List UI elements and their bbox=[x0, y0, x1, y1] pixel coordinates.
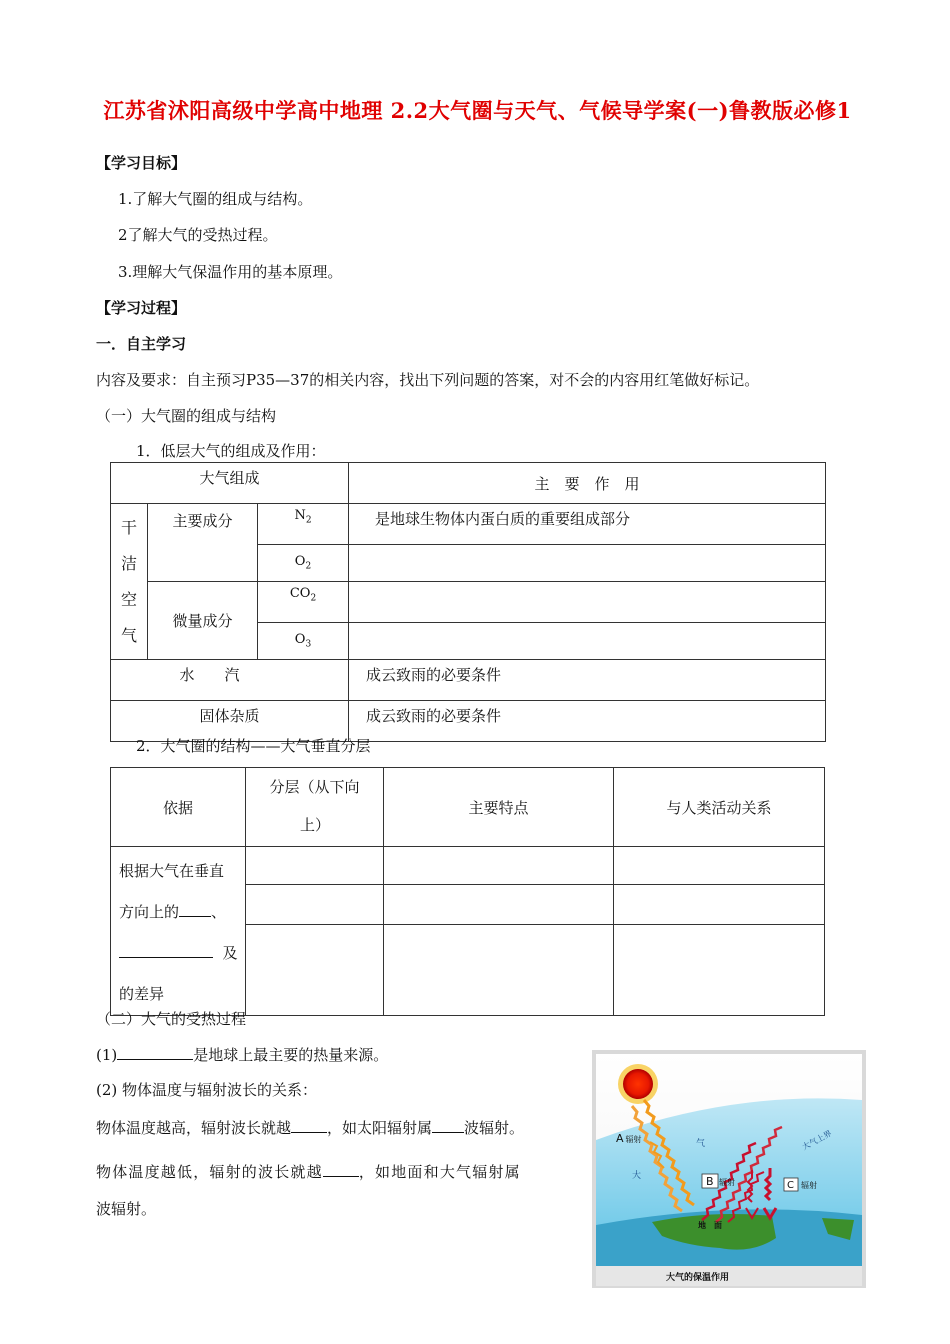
dry-air-cell bbox=[111, 504, 148, 660]
section-1-heading: （一）大气圈的组成与结构 bbox=[96, 407, 277, 425]
ground-label: 地 面 bbox=[698, 1221, 722, 1230]
layer-cell[interactable] bbox=[246, 925, 384, 1016]
label-b: B bbox=[706, 1175, 714, 1188]
objective-item-3: 3.理解大气保温作用的基本原理。 bbox=[118, 263, 343, 281]
figure-caption: 大气的保温作用 bbox=[666, 1273, 730, 1283]
label-c-text: 辐射 bbox=[801, 1181, 817, 1190]
main-components-label: 主要成分 bbox=[148, 504, 258, 582]
requirement-text: 内容及要求：自主预习P35—37的相关内容，找出下列问题的答案，对不会的内容用红笔做好标记。 bbox=[96, 371, 760, 389]
atmosphere-upper-boundary: 大气上界 bbox=[800, 1128, 834, 1152]
gas-o3-role[interactable] bbox=[349, 623, 826, 660]
trace-components-label: 微量成分 bbox=[148, 582, 258, 660]
gas-o3: $O_3$ bbox=[258, 623, 349, 660]
header-features: 主要特点 bbox=[384, 768, 614, 847]
label-a-text: 辐射 bbox=[625, 1135, 642, 1144]
greenhouse-effect-figure bbox=[592, 1050, 866, 1288]
blank-line[interactable] bbox=[323, 1160, 359, 1177]
objective-item-1: 1.了解大气圈的组成与结构。 bbox=[118, 190, 313, 208]
section-2-heading: （二）大气的受热过程 bbox=[96, 1010, 247, 1028]
layers-table bbox=[110, 767, 825, 1016]
label-c: C bbox=[787, 1180, 794, 1191]
atmosphere-char: 大 bbox=[632, 1171, 642, 1181]
paragraph-2: (2) 物体温度与辐射波长的关系： bbox=[96, 1081, 318, 1099]
dry-air-char: 洁 bbox=[120, 553, 137, 573]
header-role: 主 要 作 用 bbox=[349, 463, 826, 504]
gas-n2: $N_2$ bbox=[258, 504, 349, 545]
blank-line[interactable] bbox=[432, 1116, 464, 1133]
layer-cell[interactable] bbox=[246, 847, 384, 885]
header-composition: 大气组成 bbox=[111, 463, 349, 504]
sun-icon bbox=[618, 1064, 658, 1104]
gas-n2-role: 是地球生物体内蛋白质的重要组成部分 bbox=[349, 504, 826, 545]
process-heading: 【学习过程】 bbox=[96, 299, 187, 317]
feature-cell[interactable] bbox=[384, 847, 614, 885]
gas-o2-role[interactable] bbox=[349, 545, 826, 582]
header-layers: 分层（从下向 上） bbox=[246, 768, 384, 847]
document-title: 江苏省沭阳高级中学高中地理 2.2大气圈与天气、气候导学案(一)鲁教版必修1 bbox=[103, 98, 852, 123]
basis-cell: 根据大气在垂直 方向上的 、 及 的差异 bbox=[111, 847, 246, 1016]
composition-table bbox=[110, 462, 826, 742]
self-study-heading: 一．自主学习 bbox=[96, 335, 187, 353]
header-basis: 依据 bbox=[111, 768, 246, 847]
paragraph-1: (1) 是地球上最主要的热量来源。 bbox=[96, 1043, 388, 1065]
water-vapor-role: 成云致雨的必要条件 bbox=[349, 660, 826, 701]
figure-svg bbox=[592, 1050, 866, 1288]
dry-air-char: 干 bbox=[120, 517, 137, 537]
atmosphere-char: 气 bbox=[696, 1139, 706, 1149]
solid-impurities-label: 固体杂质 bbox=[111, 701, 349, 742]
feature-cell[interactable] bbox=[384, 925, 614, 1016]
objectives-heading: 【学习目标】 bbox=[96, 154, 187, 172]
layer-cell[interactable] bbox=[246, 885, 384, 925]
gas-co2: $CO_2$ bbox=[258, 582, 349, 623]
relation-cell[interactable] bbox=[614, 847, 825, 885]
water-vapor-label: 水 汽 bbox=[111, 660, 349, 701]
objective-item-2: 2了解大气的受热过程。 bbox=[118, 226, 278, 244]
paragraph-4: 物体温度越低，辐射的波长就越 ，如地面和大气辐射属 bbox=[96, 1160, 521, 1182]
blank-line[interactable] bbox=[119, 941, 213, 958]
label-a: A bbox=[616, 1132, 624, 1145]
question-2-text: 2．大气圈的结构——大气垂直分层 bbox=[136, 737, 371, 755]
gas-co2-role[interactable] bbox=[349, 582, 826, 623]
feature-cell[interactable] bbox=[384, 885, 614, 925]
label-b-text: 辐射 bbox=[719, 1178, 735, 1187]
dry-air-char: 气 bbox=[120, 625, 137, 645]
question-1-text: 1．低层大气的组成及作用： bbox=[136, 442, 326, 460]
paragraph-5: 波辐射。 bbox=[96, 1200, 157, 1218]
header-relation: 与人类活动关系 bbox=[614, 768, 825, 847]
relation-cell[interactable] bbox=[614, 925, 825, 1016]
blank-line[interactable] bbox=[117, 1043, 193, 1060]
blank-line[interactable] bbox=[291, 1116, 327, 1133]
paragraph-3: 物体温度越高，辐射波长就越 ，如太阳辐射属 波辐射。 bbox=[96, 1116, 524, 1138]
relation-cell[interactable] bbox=[614, 885, 825, 925]
dry-air-char: 空 bbox=[120, 589, 137, 609]
gas-o2: $O_2$ bbox=[258, 545, 349, 582]
blank-line[interactable] bbox=[179, 900, 211, 917]
solid-impurities-role: 成云致雨的必要条件 bbox=[349, 701, 826, 742]
